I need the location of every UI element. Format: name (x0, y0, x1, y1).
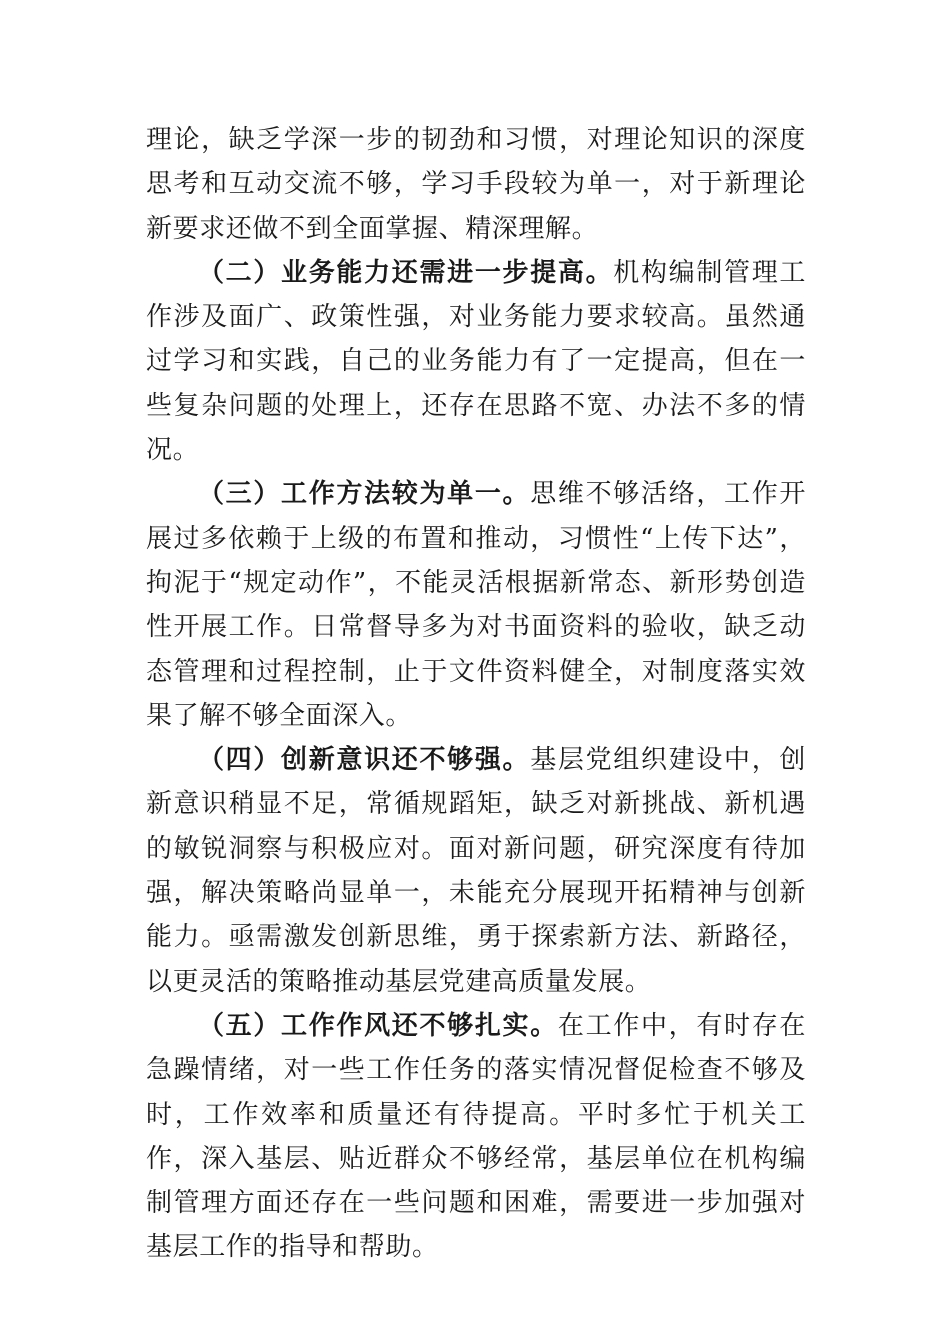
section-4-body: 基层党组织建设中，创新意识稍显不足，常循规蹈矩，缺乏对新挑战、新机遇的敏锐洞察与积极应对。面对新问题，研究深度有待加强，解决策略尚显单一，未能充分展现开拓精神与创新能力。亟需激发创新思维，勇于探索新方法、新路径，以更灵活的策略推动基层党建高质量发展。 (146, 745, 806, 997)
section-4-paragraph (146, 738, 806, 1004)
section-3-paragraph (146, 472, 806, 738)
section-2-paragraph (146, 251, 806, 472)
document-page (146, 118, 806, 1270)
section-2-heading: （二）业务能力还需进一步提高。 (198, 257, 614, 288)
section-4-heading: （四）创新意识还不够强。 (198, 745, 531, 776)
section-5-heading: （五）工作作风还不够扎实。 (198, 1010, 558, 1041)
section-5-paragraph (146, 1004, 806, 1270)
section-2-body: 机构编制管理工作涉及面广、政策性强，对业务能力要求较高。虽然通过学习和实践，自己的业务能力有了一定提高，但在一些复杂问题的处理上，还存在思路不宽、办法不多的情况。 (146, 257, 806, 466)
section-3-heading: （三）工作方法较为单一。 (198, 479, 531, 510)
section-3-body: 思维不够活络，工作开展过多依赖于上级的布置和推动，习惯性“上传下达”，拘泥于“规定动作”，不能灵活根据新常态、新形势创造性开展工作。日常督导多为对书面资料的验收，缺乏动态管理和过程控制，止于文件资料健全，对制度落实效果了解不够全面深入。 (146, 479, 806, 731)
section-5-body: 在工作中，有时存在急躁情绪，对一些工作任务的落实情况督促检查不够及时，工作效率和质量还有待提高。平时多忙于机关工作，深入基层、贴近群众不够经常，基层单位在机构编制管理方面还存在一些问题和困难，需要进一步加强对基层工作的指导和帮助。 (146, 1010, 806, 1263)
intro-paragraph: 理论，缺乏学深一步的韧劲和习惯，对理论知识的深度思考和互动交流不够，学习手段较为单一，对于新理论新要求还做不到全面掌握、精深理解。 (146, 125, 806, 244)
